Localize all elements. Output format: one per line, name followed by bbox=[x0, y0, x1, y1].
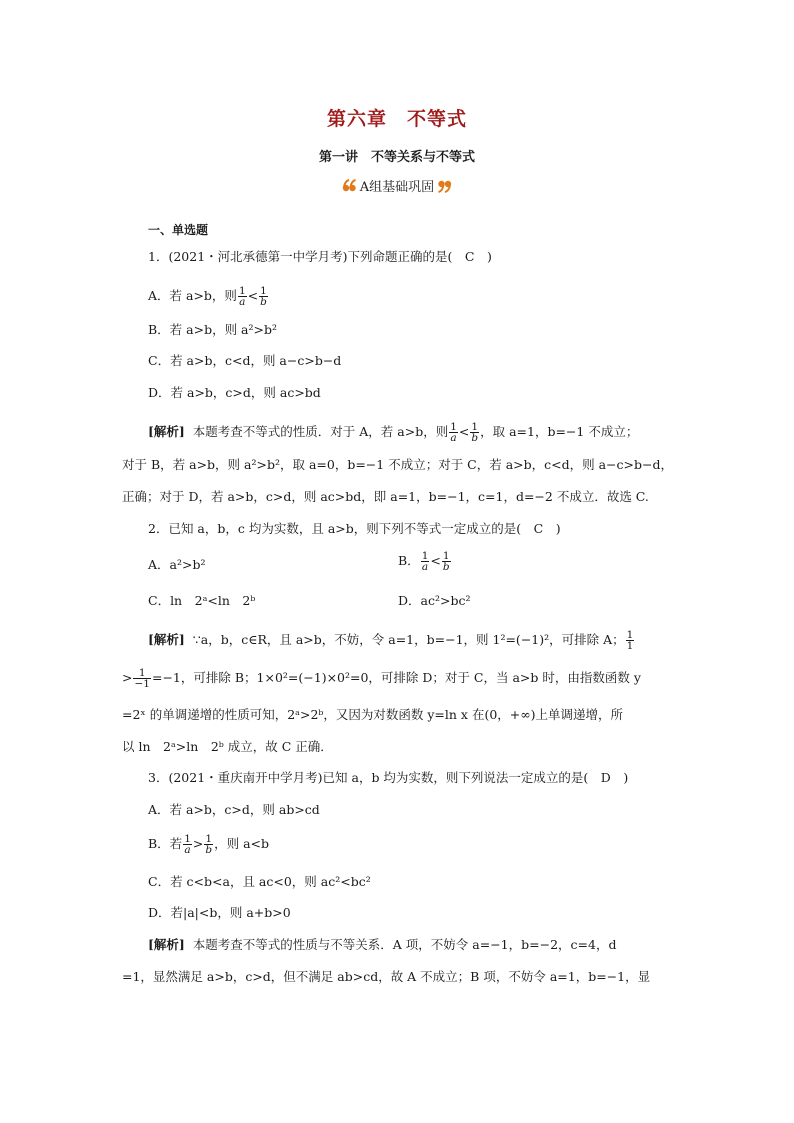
fraction: $\frac{1}{a}$ bbox=[450, 421, 457, 444]
analysis-label: [解析] bbox=[148, 937, 185, 952]
question-2-analysis-line-2: > $\frac{1}{-1}$ =−1，可排除 B；1×0²=(−1)×0²=0，可排除 D；对于 C，当 a>b 时，由指数函数 y bbox=[122, 667, 641, 690]
question-1-analysis-line-1: [解析] 本题考查不等式的性质．对于 A，若 a>b，则 $\frac{1}{a}$ < $\frac{1}{b}$ ，取 a=1，b=−1 不成立； bbox=[148, 421, 639, 444]
question-2-analysis-line-4: 以 ln 2ᵃ>ln 2ᵇ 成立，故 C 正确． bbox=[122, 739, 333, 754]
question-1-option-c: C．若 a>b，c<d，则 a−c>b−d bbox=[148, 353, 342, 368]
question-2-option-c: C．ln 2ᵃ<ln 2ᵇ bbox=[148, 593, 256, 608]
question-3-analysis-line-1: [解析] 本题考查不等式的性质与不等关系．A 项，不妨令 a=−1，b=−2，c=4，d bbox=[148, 937, 617, 952]
fraction: $\frac{1}{1}$ bbox=[626, 629, 634, 652]
analysis-label: [解析] bbox=[148, 632, 185, 647]
question-1-option-d: D．若 a>b，c>d，则 ac>bd bbox=[148, 385, 321, 400]
question-2-option-d: D．ac²>bc² bbox=[398, 593, 471, 608]
question-1-analysis-line-3: 正确；对于 D，若 a>b，c>d，则 ac>bd，即 a=1，b=−1，c=1，d=−2 不成立．故选 C. bbox=[122, 489, 649, 504]
question-2-analysis-line-3: =2ˣ 的单调递增的性质可知，2ᵃ>2ᵇ，又因为对数函数 y=ln x 在(0，+∞)上单调递增，所 bbox=[122, 707, 624, 722]
question-2-analysis-line-1: [解析] ∵a，b，c∈R，且 a>b，不妨，令 a=1，b=−1，则 1²=(−1)²，可排除 A； $\frac{1}{1}$ bbox=[148, 629, 634, 652]
group-banner bbox=[0, 176, 794, 195]
fraction: $\frac{1}{b}$ bbox=[471, 421, 479, 444]
fraction: $\frac{1}{b}$ bbox=[442, 550, 450, 573]
open-quote-icon bbox=[342, 179, 356, 193]
question-3-option-a: A．若 a>b，c>d，则 ab>cd bbox=[148, 802, 320, 817]
question-3-analysis-line-2: =1，显然满足 a>b，c>d，但不满足 ab>cd，故 A 不成立；B 项，不妨令 a=1，b=−1，显 bbox=[122, 969, 651, 984]
question-2-option-b: B． $\frac{1}{a}$ < $\frac{1}{b}$ bbox=[398, 550, 450, 573]
question-1-option-a: A．若 a>b，则 $\frac{1}{a}$ < $\frac{1}{b}$ bbox=[148, 285, 267, 308]
question-1-stem: 1．(2021・河北承德第一中学月考)下列命题正确的是( C ) bbox=[148, 249, 492, 264]
fraction: $\frac{1}{a}$ bbox=[421, 550, 429, 573]
close-quote-icon bbox=[438, 179, 452, 193]
fraction: $\frac{1}{b}$ bbox=[205, 833, 213, 856]
fraction: $\frac{1}{a}$ bbox=[184, 833, 191, 856]
question-2-stem: 2．已知 a，b，c 均为实数，且 a>b，则下列不等式一定成立的是( C ) bbox=[148, 521, 561, 536]
fraction: $\frac{1}{b}$ bbox=[260, 285, 267, 308]
section-label: 一、单选题 bbox=[148, 223, 209, 237]
question-2-option-a: A．a²>b² bbox=[148, 557, 206, 572]
fraction: $\frac{1}{a}$ bbox=[238, 285, 246, 308]
group-banner-label: A组基础巩固 bbox=[359, 180, 435, 195]
analysis-label: [解析] bbox=[148, 424, 185, 439]
question-3-option-d: D．若|a|<b，则 a+b>0 bbox=[148, 905, 291, 920]
question-3-stem: 3．(2021・重庆南开中学月考)已知 a，b 均为实数，则下列说法一定成立的是( D ) bbox=[148, 770, 629, 785]
question-1-analysis-line-2: 对于 B，若 a>b，则 a²>b²，取 a=0，b=−1 不成立；对于 C，若 a>b，c<d，则 a−c>b−d， bbox=[122, 457, 673, 472]
chapter-title: 第六章 不等式 bbox=[326, 108, 467, 130]
question-3-option-b: B．若 $\frac{1}{a}$ > $\frac{1}{b}$ ，则 a<b bbox=[148, 833, 269, 856]
lesson-title: 第一讲 不等关系与不等式 bbox=[318, 150, 475, 165]
fraction: $\frac{1}{-1}$ bbox=[134, 667, 150, 690]
question-1-option-b: B．若 a>b，则 a²>b² bbox=[148, 322, 278, 337]
question-3-option-c: C．若 c<b<a，且 ac<0，则 ac²<bc² bbox=[148, 874, 371, 889]
